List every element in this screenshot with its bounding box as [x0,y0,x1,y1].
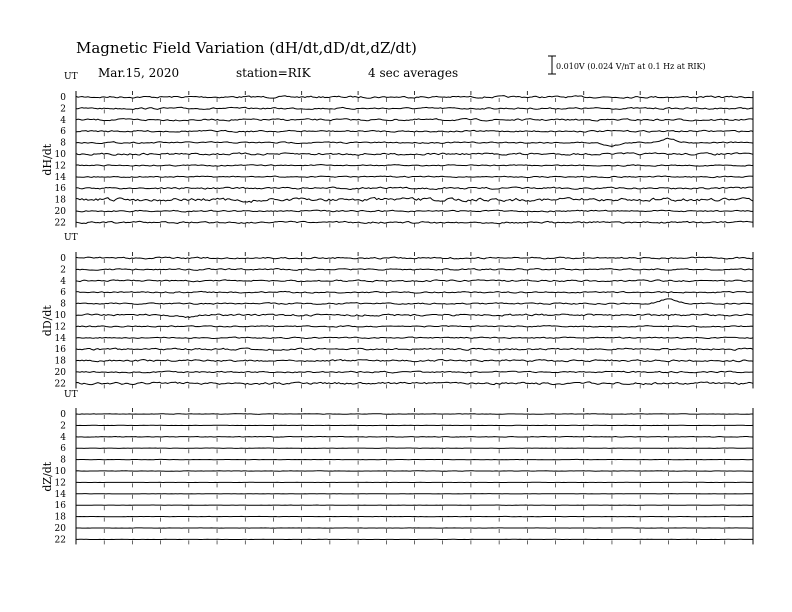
chart-title: Magnetic Field Variation (dH/dt,dD/dt,dZ/dt) [76,39,417,57]
row-label: 2 [60,104,66,115]
trace-line [76,257,753,259]
trace-line [76,436,753,437]
row-label: 20 [54,368,66,378]
row-label: 2 [60,421,66,432]
ut-axis-label: UT [64,233,78,243]
panel-ylabel: dD/dt [41,305,54,337]
trace-line [76,280,753,282]
row-label: 22 [54,535,66,546]
row-label: 10 [54,150,66,160]
trace-line [76,119,753,121]
row-label: 4 [60,432,66,443]
row-label: 0 [60,93,66,103]
row-label: 8 [60,455,66,466]
row-label: 14 [54,333,66,344]
row-label: 16 [54,184,66,195]
panel-dz-dt [41,390,753,545]
row-label: 18 [54,356,66,367]
trace-line [76,348,753,350]
row-label: 22 [54,379,66,390]
trace-line [76,96,753,99]
row-label: 4 [60,115,66,126]
trace-line [76,176,753,178]
row-label: 6 [60,444,66,455]
panel-dd-dt [41,233,753,389]
row-label: 2 [60,265,66,276]
scale-note: 0.010V (0.024 V/nT at 0.1 Hz at RIK) [556,62,706,71]
row-label: 0 [60,410,66,420]
panel-ylabel: dH/dt [41,143,54,176]
row-label: 16 [54,501,66,512]
row-label: 14 [54,172,66,183]
trace-line [76,382,753,385]
trace-line [76,269,753,271]
panel-ylabel: dZ/dt [41,461,54,492]
trace-line [76,210,753,212]
row-label: 4 [60,276,66,287]
trace-line [76,326,753,327]
row-label: 6 [60,288,66,299]
row-label: 12 [54,478,66,489]
row-label: 22 [54,218,66,229]
row-label: 18 [54,195,66,206]
row-label: 18 [54,512,66,523]
row-label: 6 [60,127,66,138]
row-label: 20 [54,524,66,534]
scale-bar [548,56,556,74]
row-label: 10 [54,311,66,321]
trace-line [76,153,753,156]
row-label: 14 [54,489,66,500]
row-label: 12 [54,322,66,333]
row-label: 16 [54,345,66,356]
trace-line [76,291,753,293]
date-label: Mar.15, 2020 [98,66,180,80]
station-label: station=RIK [236,66,311,80]
ut-axis-label: UT [64,72,78,82]
panels-group [41,72,753,545]
row-label: 10 [54,467,66,477]
row-label: 8 [60,138,66,149]
trace-line [76,359,753,361]
trace-line [76,414,753,415]
averaging-label: 4 sec averages [368,66,459,80]
trace-line [76,371,753,373]
row-label: 20 [54,207,66,217]
row-label: 0 [60,254,66,264]
panel-dh-dt [41,72,753,228]
row-label: 12 [54,161,66,172]
row-label: 8 [60,299,66,310]
trace-line [76,187,753,189]
trace-line [76,299,753,305]
trace-line [76,130,753,132]
trace-line [76,165,753,167]
ut-axis-label: UT [64,390,78,400]
trace-line [76,107,753,109]
trace-line [76,221,753,223]
trace-line [76,337,753,339]
